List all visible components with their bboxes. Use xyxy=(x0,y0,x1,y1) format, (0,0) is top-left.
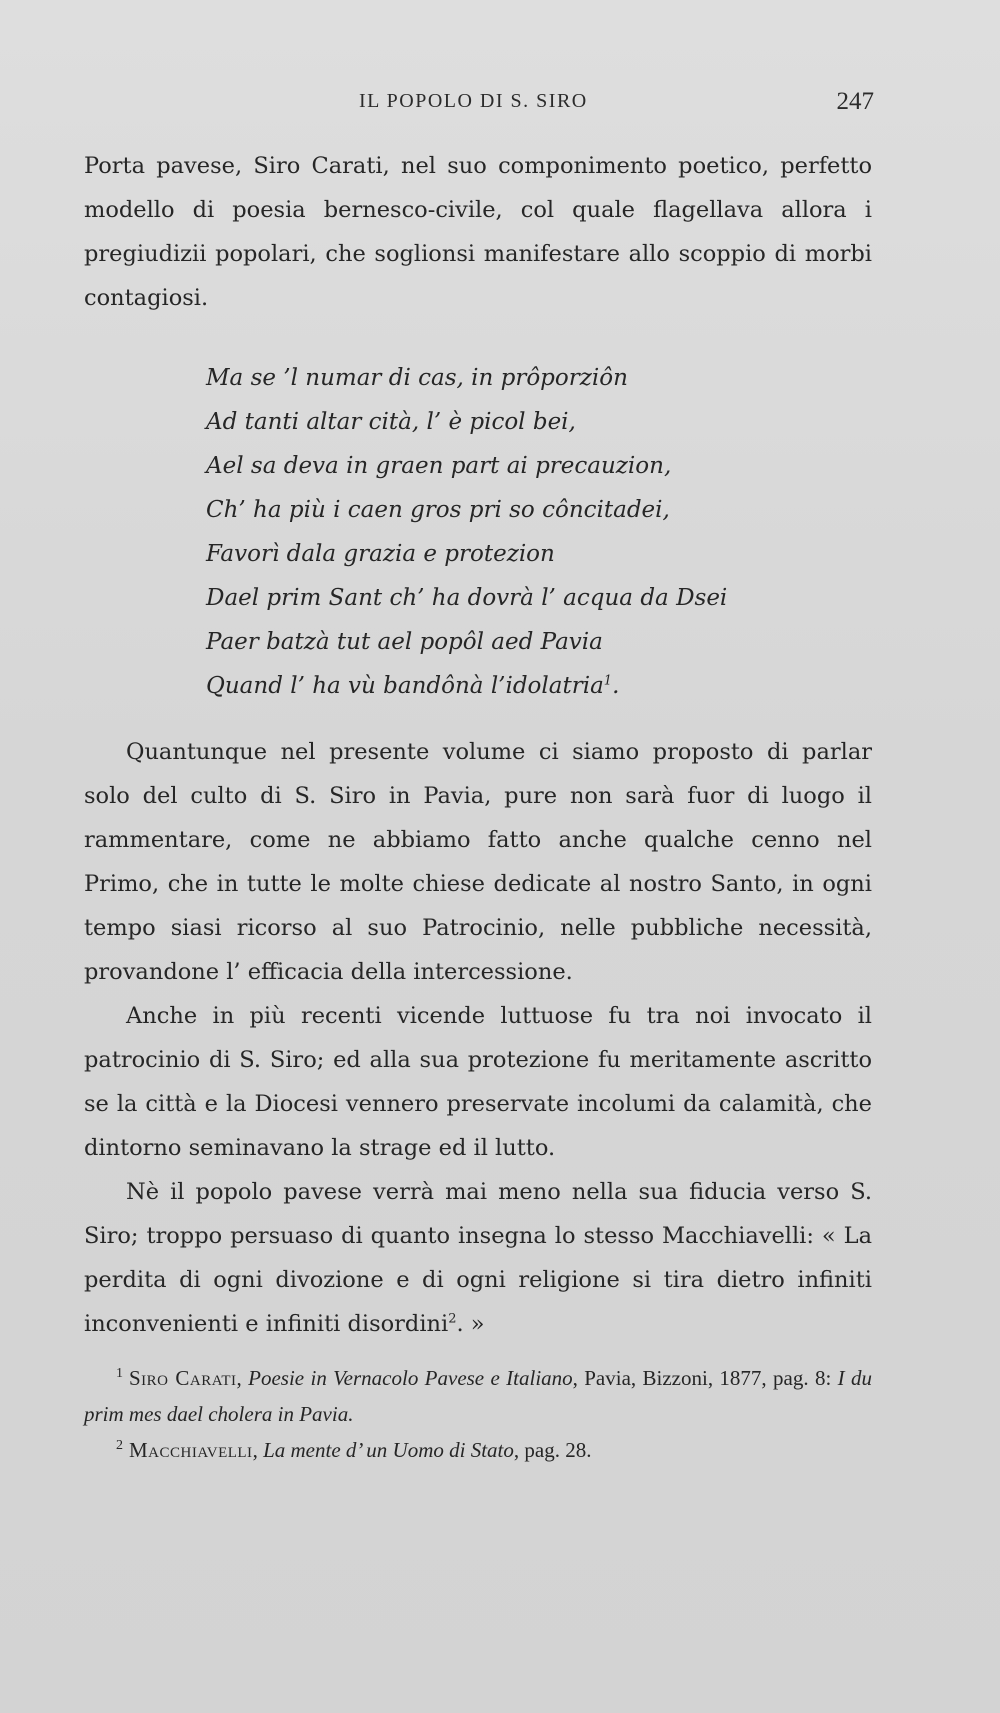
footnotes xyxy=(84,1360,872,1468)
footnote-2 xyxy=(84,1432,872,1468)
paragraph-4-end: . » xyxy=(456,1311,485,1337)
running-title: IL POPOLO DI S. SIRO xyxy=(359,90,588,112)
poem-line-7: Paer batzà tut ael popôl aed Pavia xyxy=(206,629,603,655)
poem-line-4: Ch’ ha più i caen gros pri so côncitadei, xyxy=(206,497,670,523)
footnote-ref-1: 1 xyxy=(603,673,613,689)
dialect-poem xyxy=(84,356,872,708)
footnote-separator: , xyxy=(236,1366,249,1390)
poem-line-8 xyxy=(206,664,872,708)
footnote-subtitle: I du prim mes dael cholera in Pavia. xyxy=(84,1366,873,1426)
footnote-separator: , xyxy=(252,1438,264,1462)
footnote-ref-2: 2 xyxy=(448,1311,457,1327)
footnote-title: La mente d’ un Uomo di Stato xyxy=(263,1438,514,1462)
footnote-title: Poesie in Vernacolo Pavese e Italiano xyxy=(248,1366,573,1390)
footnote-details: , Pavia, Bizzoni, 1877, pag. 8: xyxy=(572,1366,838,1390)
page-number: 247 xyxy=(836,88,874,115)
footnote-author: Macchiavelli xyxy=(129,1438,253,1462)
paragraph-1: Porta pavese, Siro Carati, nel suo componimento poetico, perfetto modello di poesia bernesco-civile, col quale flagellava allora i pregiudizii popolari, che soglionsi manifestare allo scoppio di morbi contagiosi. xyxy=(84,153,872,311)
footnote-author: Siro Carati xyxy=(129,1366,237,1390)
poem-line-5: Favorì dala grazia e protezion xyxy=(206,541,555,567)
footnote-number: 1 xyxy=(116,1366,123,1381)
footnote-1 xyxy=(84,1360,872,1432)
page-header xyxy=(86,86,874,126)
poem-line-1: Ma se ’l numar di cas, in prôporziôn xyxy=(206,365,628,391)
footnote-details: , pag. 28. xyxy=(513,1438,592,1462)
paragraph-4 xyxy=(84,1170,872,1346)
paragraph-3: Anche in più recenti vicende luttuose fu tra noi invocato il patrocinio di S. Siro; ed alla sua protezione fu meritamente ascritto se la città e la Diocesi vennero preservate incolumi da calamità, che dintorno seminavano la strage ed il lutto. xyxy=(84,1003,872,1161)
poem-line-8-end: . xyxy=(612,673,620,699)
poem-line-2: Ad tanti altar cità, l’ è picol bei, xyxy=(206,409,576,435)
poem-line-3: Ael sa deva in graen part ai precauzion, xyxy=(206,453,672,479)
page-body xyxy=(84,144,872,1468)
poem-line-6: Dael prim Sant ch’ ha dovrà l’ acqua da Dsei xyxy=(206,585,728,611)
footnote-number: 2 xyxy=(116,1438,123,1453)
poem-line-8-text: Quand l’ ha vù bandônà l’idolatria xyxy=(206,673,604,699)
paragraph-4-text: Nè il popolo pavese verrà mai meno nella sua fiducia verso S. Siro; troppo persuaso di quanto insegna lo stesso Macchiavelli: « La perdita di ogni divozione e di ogni religione si tira dietro infiniti inconvenienti e infiniti disordini xyxy=(84,1179,872,1337)
paragraph-2: Quantunque nel presente volume ci siamo proposto di parlar solo del culto di S. Siro in Pavia, pure non sarà fuor di luogo il rammentare, come ne abbiamo fatto anche qualche cenno nel Primo, che in tutte le molte chiese dedicate al nostro Santo, in ogni tempo siasi ricorso al suo Patrocinio, nelle pubbliche necessità, provandone l’ efficacia della intercessione. xyxy=(84,739,872,985)
